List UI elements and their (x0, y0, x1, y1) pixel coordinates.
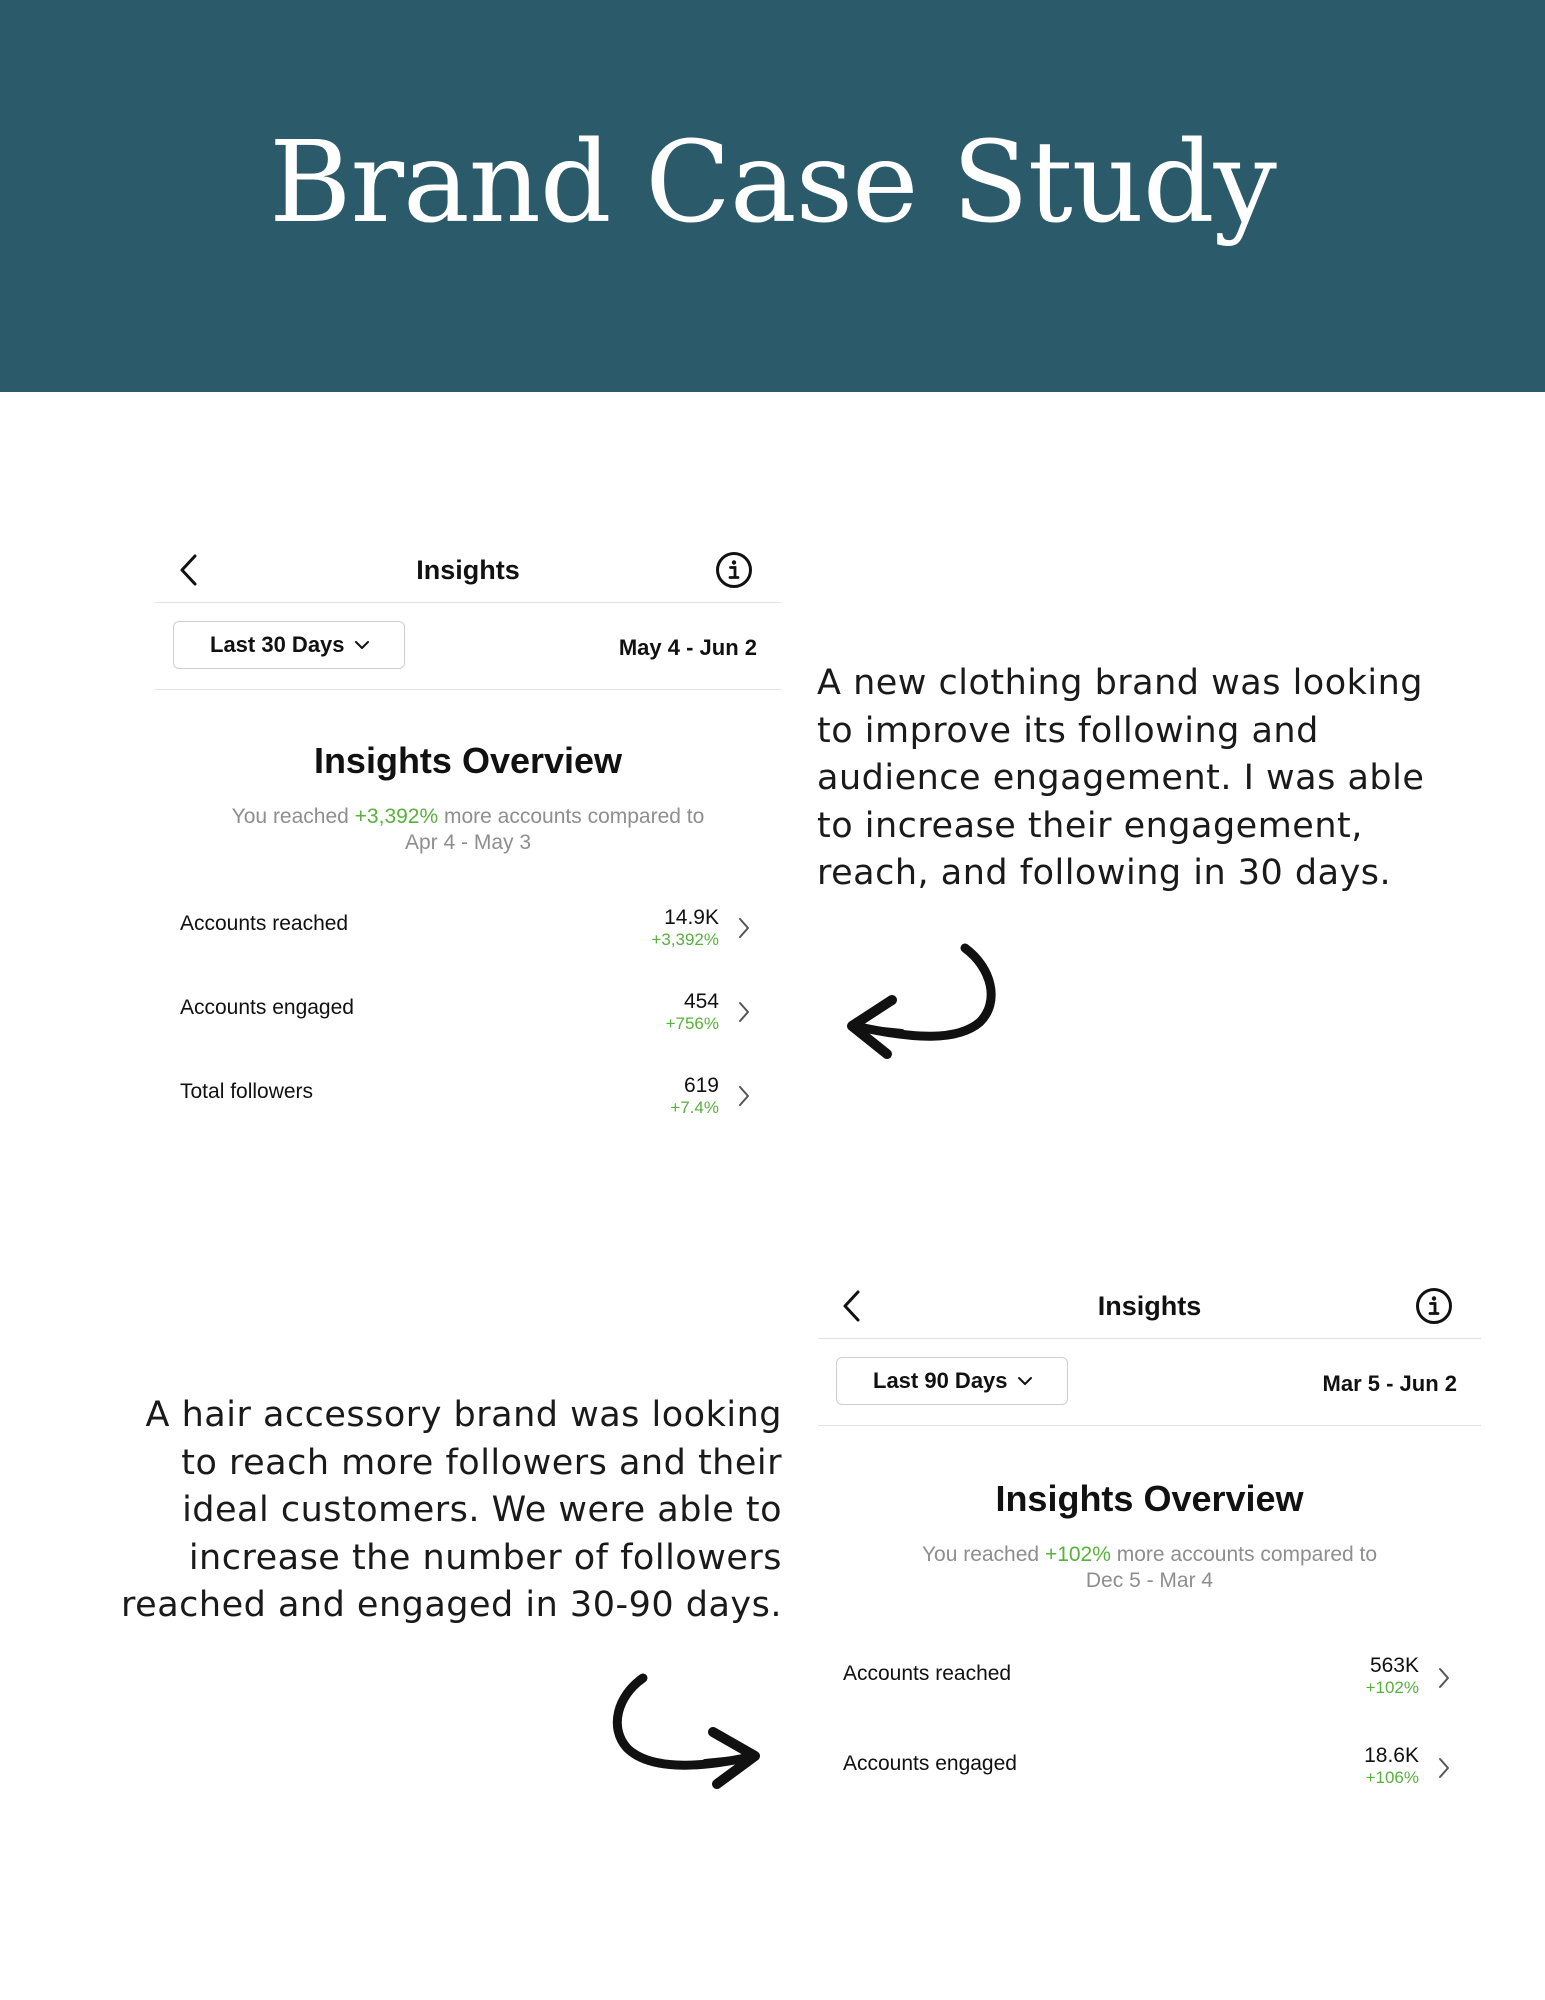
metric-values (1364, 1744, 1419, 1788)
metric-label: Total followers (180, 1080, 314, 1103)
date-range-label: Last 90 Days (873, 1368, 1008, 1393)
nav-title: Insights (1097, 1291, 1202, 1321)
date-range-dates: May 4 - Jun 2 (618, 635, 757, 660)
summary-prefix: You reached (231, 805, 355, 828)
summary-suffix: more accounts compared to (1110, 1543, 1378, 1566)
metric-value: 563K (1369, 1654, 1419, 1677)
nav-title: Insights (416, 555, 520, 585)
metric-change: +3,392% (651, 930, 719, 949)
chevron-right-icon (737, 1084, 751, 1108)
metric-change: +102% (1365, 1678, 1419, 1697)
chevron-down-icon (354, 640, 370, 650)
date-range-row (155, 603, 781, 690)
date-range-dropdown[interactable] (173, 621, 405, 669)
overview-summary (155, 804, 781, 856)
metric-value: 454 (683, 990, 719, 1013)
metric-value: 14.9K (664, 906, 719, 929)
date-range-dropdown[interactable] (836, 1357, 1068, 1405)
metric-change: +7.4% (670, 1098, 719, 1117)
metric-label: Accounts engaged (843, 1752, 1017, 1775)
info-circle-icon[interactable] (1415, 1287, 1453, 1325)
date-range-row (818, 1339, 1481, 1426)
chevron-right-icon (1437, 1756, 1451, 1780)
metric-change: +106% (1365, 1768, 1419, 1787)
curved-arrow-right-icon (605, 1670, 765, 1790)
metric-label: Accounts engaged (180, 996, 354, 1019)
summary-suffix: more accounts compared to (438, 805, 705, 828)
overview-title: Insights Overview (995, 1478, 1304, 1519)
metric-row-total-followers[interactable] (155, 1072, 781, 1156)
metric-value: 18.6K (1364, 1744, 1419, 1767)
metric-label: Accounts reached (843, 1662, 1012, 1685)
chevron-right-icon (1437, 1666, 1451, 1690)
info-circle-icon[interactable] (715, 551, 753, 589)
metric-values (1366, 1654, 1419, 1698)
metrics-list (155, 904, 781, 1156)
page-title: Brand Case Study (269, 118, 1276, 248)
summary-compare-dates: Dec 5 - Mar 4 (1085, 1569, 1214, 1592)
chevron-right-icon (737, 1000, 751, 1024)
chevron-down-icon (1017, 1376, 1033, 1386)
insights-screenshot-90-days (818, 1266, 1481, 1846)
insights-nav-bar (155, 530, 781, 603)
overview-summary (818, 1542, 1481, 1594)
metric-values (670, 1074, 719, 1118)
metric-row-accounts-engaged[interactable] (818, 1740, 1481, 1830)
metrics-list (818, 1650, 1481, 1830)
metric-values (666, 990, 719, 1034)
chevron-right-icon (737, 916, 751, 940)
date-range-label: Last 30 Days (210, 632, 345, 657)
insights-screenshot-30-days (155, 530, 781, 1170)
header-banner (0, 0, 1545, 392)
case-study-blurb-hair-accessory: A hair accessory brand was looking to reach more followers and their ideal customers. We were able to increase the number of followers reached and engaged in 30-90 days. (121, 1395, 782, 1625)
metric-value: 619 (683, 1074, 719, 1097)
summary-compare-dates: Apr 4 - May 3 (404, 831, 532, 854)
insights-nav-bar (818, 1266, 1481, 1339)
summary-highlight: +102% (1044, 1543, 1111, 1566)
overview-title: Insights Overview (313, 740, 623, 781)
case-study-blurb-clothing: A new clothing brand was looking to improve its following and audience engagement. I was able to increase their engagement, reach, and following in 30 days. (817, 663, 1425, 893)
metric-change: +756% (665, 1014, 719, 1033)
metric-label: Accounts reached (180, 912, 349, 935)
metric-row-accounts-engaged[interactable] (155, 988, 781, 1072)
metric-values (651, 906, 719, 950)
metric-row-accounts-reached[interactable] (155, 904, 781, 988)
summary-highlight: +3,392% (354, 805, 439, 828)
metric-row-accounts-reached[interactable] (818, 1650, 1481, 1740)
summary-prefix: You reached (921, 1543, 1045, 1566)
date-range-dates: Mar 5 - Jun 2 (1322, 1371, 1457, 1396)
curved-arrow-left-icon (842, 940, 1002, 1060)
